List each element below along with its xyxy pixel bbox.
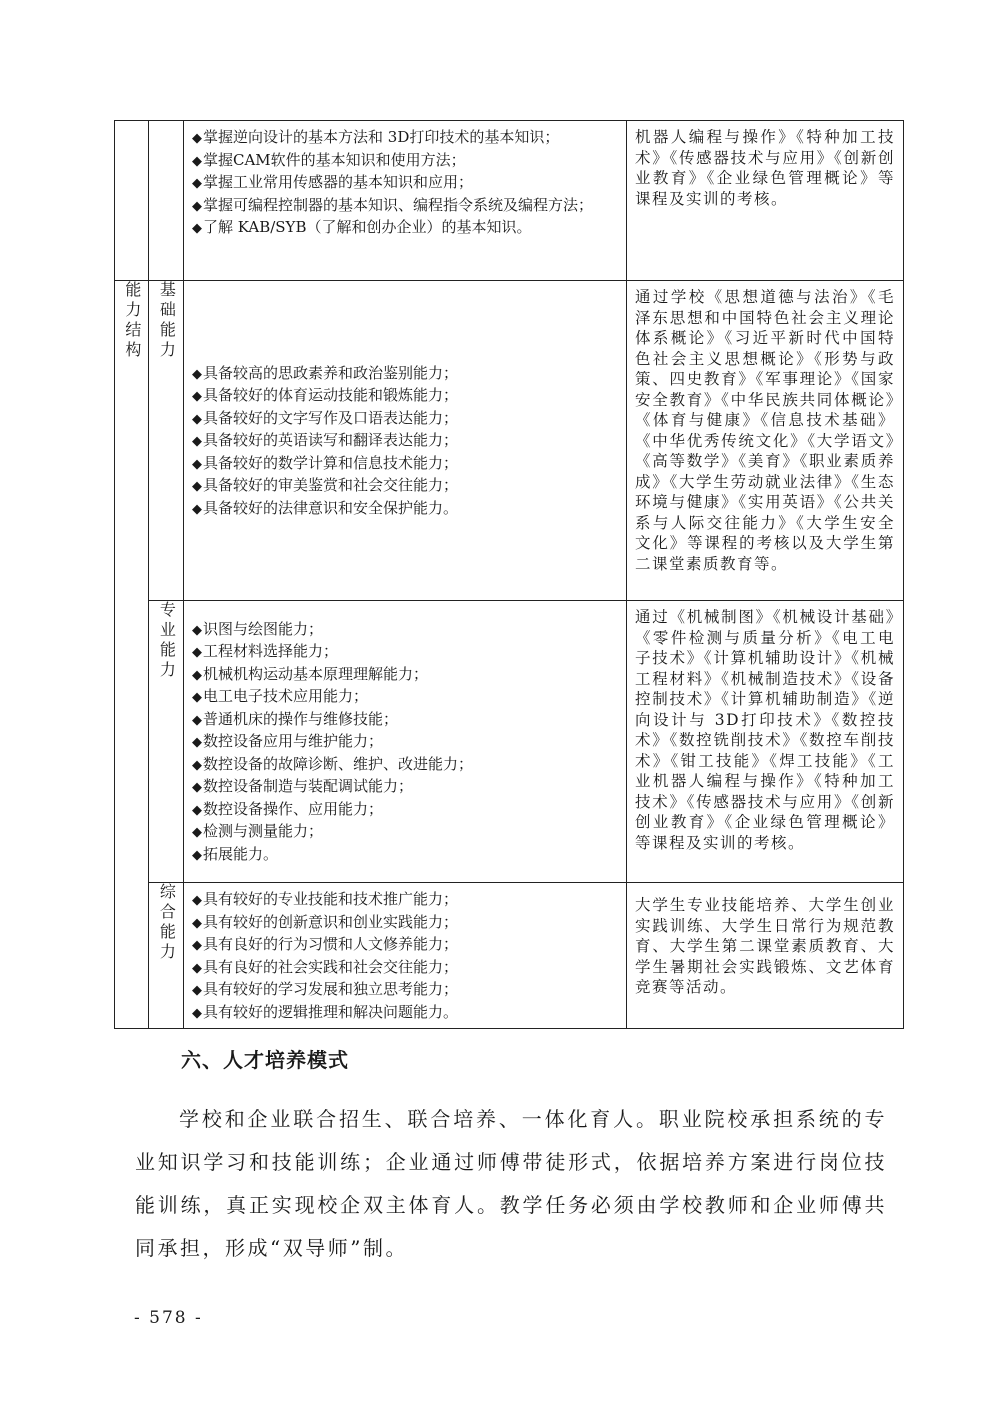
list-item: ◆具备较好的数学计算和信息技术能力；: [192, 453, 459, 472]
list-item: ◆具有较好的逻辑推理和解决问题能力。: [192, 1002, 459, 1021]
list-item: ◆工程材料选择能力；: [192, 642, 339, 661]
list-item: ◆掌握工业常用传感器的基本知识和应用；: [192, 173, 474, 191]
list-item: ◆数控设备应用与维护能力；: [192, 732, 384, 751]
requirements-cell: [184, 601, 627, 883]
bullet-icon: ◆: [192, 411, 202, 427]
bullet-icon: ◆: [192, 780, 202, 796]
list-item: ◆具备较高的思政素养和政治鉴别能力；: [192, 363, 459, 382]
course-description: 大学生专业技能培养、大学生创业实践训练、大学生日常行为规范教育、大学生第二课堂素质教育、大学生暑期社会实践锻炼、文艺体育竞赛等活动。: [635, 896, 895, 996]
table-row: [115, 281, 904, 601]
bullet-icon: ◆: [192, 198, 202, 214]
category-label-basic: 基础能力: [157, 281, 177, 361]
bullet-icon: ◆: [192, 434, 202, 450]
list-item: ◆具备较好的审美鉴赏和社会交往能力；: [192, 476, 459, 495]
course-cell: [627, 121, 904, 281]
category-label-cell: [149, 883, 184, 1029]
list-item: ◆具备较好的法律意识和安全保护能力。: [192, 498, 459, 517]
course-cell: [627, 601, 904, 883]
group-label-cell: [115, 281, 149, 1029]
bullet-icon: ◆: [192, 645, 202, 661]
requirements-cell: [184, 883, 627, 1029]
list-item: ◆掌握逆向设计的基本方法和 3D打印技术的基本知识；: [192, 128, 560, 146]
list-item: ◆普通机床的操作与维修技能；: [192, 709, 399, 728]
list-item: ◆了解 KAB/SYB（了解和创办企业）的基本知识。: [192, 218, 532, 236]
ability-table: [114, 120, 904, 1029]
bullet-icon: ◆: [192, 712, 202, 728]
requirements-list: [184, 357, 626, 525]
list-item: ◆具备较好的体育运动技能和锻炼能力；: [192, 386, 459, 405]
list-item: ◆数控设备的故障诊断、维护、改进能力；: [192, 754, 474, 773]
list-item: ◆电工电子技术应用能力；: [192, 687, 369, 706]
list-item: ◆识图与绘图能力；: [192, 619, 324, 638]
bullet-icon: ◆: [192, 690, 202, 706]
bullet-icon: ◆: [192, 802, 202, 818]
bullet-icon: ◆: [192, 825, 202, 841]
course-description: 通过学校《思想道德与法治》《毛泽东思想和中国特色社会主义理论体系概论》《习近平新时代中国特色社会主义思想概论》《形势与政策、四史教育》《军事理论》《国家安全教育》《中华民族共同体概论》《体育与健康》《信息技术基础》《中华优秀传统文化》《大学语文》《高等数学》《美育》《职业素质养成》《大学生劳动就业法律》《生态环境与健康》《实用英语》《公共关系与人际交往能力》《大学生安全文化》等课程的考核以及大学生第二课堂素质教育等。: [635, 288, 895, 573]
bullet-icon: ◆: [192, 667, 202, 683]
bullet-icon: ◆: [192, 915, 202, 931]
table-cell-empty: [149, 121, 184, 281]
bullet-icon: ◆: [192, 893, 202, 908]
bullet-icon: ◆: [192, 131, 202, 146]
section-heading: 六、人才培养模式: [181, 1048, 349, 1072]
bullet-icon: ◆: [192, 456, 202, 472]
table-row: [115, 121, 904, 281]
course-cell: [627, 281, 904, 601]
category-label-cell: [149, 281, 184, 601]
page-number: - 578 -: [134, 1308, 203, 1328]
requirements-list: [184, 883, 626, 1028]
bullet-icon: ◆: [192, 389, 202, 405]
requirements-list: [184, 613, 626, 871]
category-label-comp: 综合能力: [157, 883, 177, 963]
bullet-icon: ◆: [192, 757, 202, 773]
category-label-cell: [149, 601, 184, 883]
requirements-list: [184, 121, 626, 244]
course-description: 通过《机械制图》《机械设计基础》《零件检测与质量分析》《电工电子技术》《计算机辅助设计》《机械工程材料》《机械制造技术》《设备控制技术》《计算机辅助制造》《逆向设计与 3D打印技术》《数控技术》《数控铣削技术》《数控车削技术》《钳工技能》《焊工技能》《工业机器人编程与操作》《特种加工技术》《传感器技术与应用》《创新创业教育》《企业绿色管理概论》等课程及实训的考核。: [635, 608, 895, 852]
bullet-icon: ◆: [192, 847, 202, 863]
list-item: ◆具有较好的学习发展和独立思考能力；: [192, 980, 459, 998]
bullet-icon: ◆: [192, 622, 202, 638]
table-cell-empty: [115, 121, 149, 281]
list-item: ◆具备较好的英语读写和翻译表达能力；: [192, 431, 459, 450]
list-item: ◆数控设备操作、应用能力；: [192, 799, 384, 818]
list-item: ◆具有较好的创新意识和创业实践能力；: [192, 912, 459, 931]
bullet-icon: ◆: [192, 1005, 202, 1021]
body-paragraph: 学校和企业联合招生、联合培养、一体化育人。职业院校承担系统的专业知识学习和技能训练；企业通过师傅带徒形式，依据培养方案进行岗位技能训练，真正实现校企双主体育人。教学任务必须由学校教师和企业师傅共同承担，形成“双导师”制。: [135, 1107, 887, 1260]
bullet-icon: ◆: [192, 735, 202, 751]
bullet-icon: ◆: [192, 501, 202, 517]
bullet-icon: ◆: [192, 221, 202, 236]
list-item: ◆具有较好的专业技能和技术推广能力；: [192, 890, 459, 908]
list-item: ◆数控设备制造与装配调试能力；: [192, 777, 414, 796]
bullet-icon: ◆: [192, 153, 202, 169]
table-row: [115, 601, 904, 883]
course-description: 机器人编程与操作》《特种加工技术》《传感器技术与应用》《创新创业教育》《企业绿色管理概论》等课程及实训的考核。: [635, 128, 895, 208]
group-label: 能力结构: [122, 281, 142, 361]
list-item: ◆掌握可编程控制器的基本知识、编程指令系统及编程方法；: [192, 195, 594, 214]
list-item: ◆检测与测量能力；: [192, 822, 324, 841]
list-item: ◆机械机构运动基本原理理解能力；: [192, 664, 429, 683]
bullet-icon: ◆: [192, 366, 202, 382]
bullet-icon: ◆: [192, 938, 202, 953]
bullet-icon: ◆: [192, 983, 202, 998]
list-item: ◆具有良好的行为习惯和人文修养能力；: [192, 935, 459, 953]
requirements-cell: [184, 281, 627, 601]
list-item: ◆掌握CAM软件的基本知识和使用方法；: [192, 150, 466, 169]
list-item: ◆拓展能力。: [192, 844, 279, 863]
list-item: ◆具有良好的社会实践和社会交往能力；: [192, 957, 459, 976]
bullet-icon: ◆: [192, 960, 202, 976]
requirements-cell: [184, 121, 627, 281]
list-item: ◆具备较好的文字写作及口语表达能力；: [192, 408, 459, 427]
bullet-icon: ◆: [192, 479, 202, 495]
course-cell: [627, 883, 904, 1029]
table-row: [115, 883, 904, 1029]
bullet-icon: ◆: [192, 176, 202, 191]
category-label-pro: 专业能力: [157, 601, 177, 681]
